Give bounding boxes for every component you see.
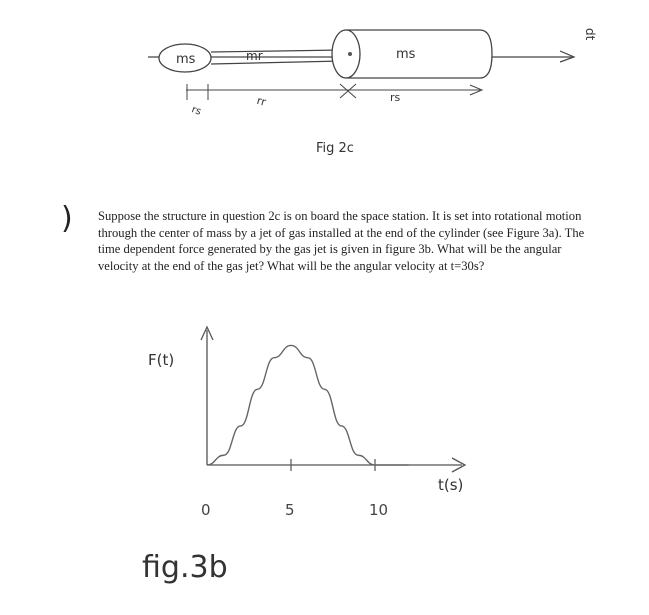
- corner-mark: dt: [583, 28, 597, 41]
- dim-cross-center: [340, 84, 356, 98]
- fig-3b-caption: fig.3b: [142, 550, 228, 585]
- x-axis-label: t(s): [438, 476, 464, 494]
- x-tick-label-10: 10: [369, 501, 389, 519]
- left-sphere-label: ms: [176, 52, 196, 67]
- question-text: Suppose the structure in question 2c is on board the space station. It is set into rotational motion through the center of mass by a jet of gas installed at the end of the cylinder (see Figure 3a). The time dependent force generated by the gas jet is given in figure 3b. What will be the angular velocity at the end of the gas jet? What will be the angular velocity at t=30s?: [98, 209, 585, 273]
- cylinder-label: ms: [396, 47, 416, 62]
- dim-label-rr: rr: [255, 93, 268, 109]
- x-tick-label-0: 0: [201, 501, 211, 519]
- y-axis-label: F(t): [148, 351, 175, 369]
- dim-label-rs-right: rs: [390, 91, 401, 104]
- rod-top: [211, 50, 342, 52]
- cylinder-center-dot: [348, 52, 352, 56]
- question-marker-glyph: ): [61, 201, 73, 236]
- rod-label: mr: [246, 49, 263, 63]
- fig-3b-chart: [0, 315, 649, 615]
- fig-2c-diagram: [0, 0, 649, 170]
- x-tick-label-5: 5: [285, 501, 295, 519]
- rod-bottom: [211, 61, 342, 64]
- dim-label-rs-left: rs: [189, 104, 203, 118]
- question-marker: [60, 196, 76, 236]
- x-ticks: [201, 459, 388, 519]
- force-curve: [207, 345, 409, 465]
- cylinder-left-face: [332, 30, 360, 78]
- cylinder-body: [346, 30, 492, 78]
- fig-2c-caption: Fig 2c: [316, 141, 354, 156]
